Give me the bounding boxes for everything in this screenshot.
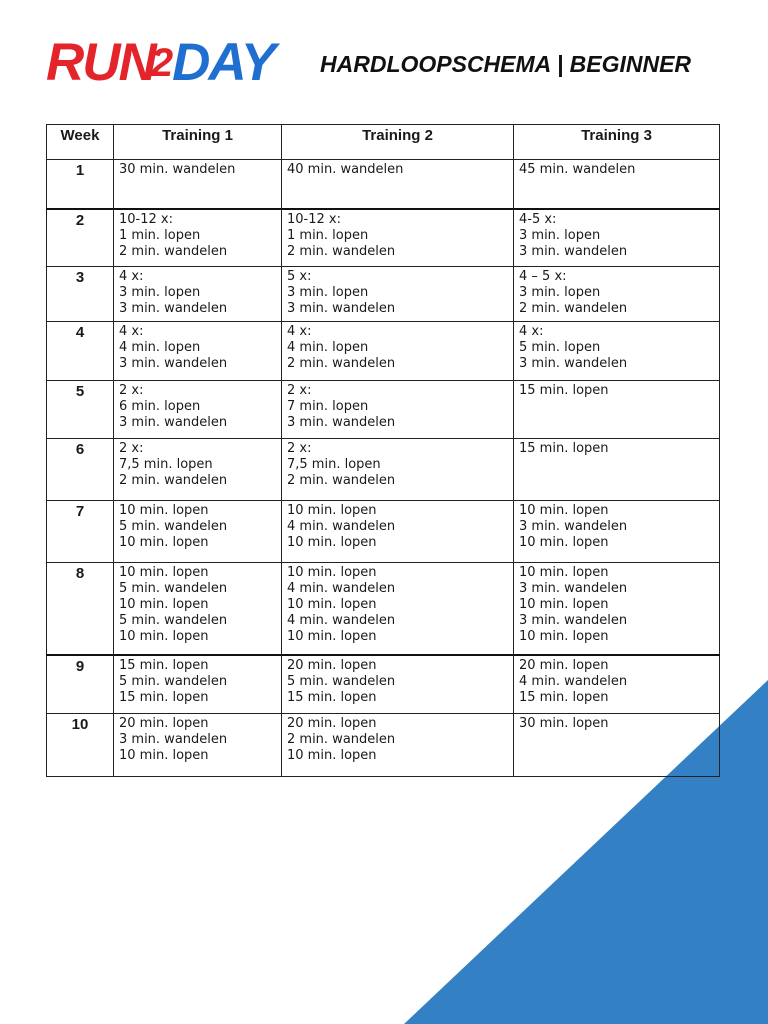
training-line: 3 min. wandelen (119, 301, 228, 316)
training-2-cell (282, 381, 514, 439)
training-line: 4 x: (119, 324, 144, 339)
training-1-cell (114, 655, 282, 714)
training-line: 3 min. lopen (287, 285, 369, 300)
training-2-cell (282, 160, 514, 209)
training-2-cell (282, 563, 514, 655)
training-1-cell (114, 160, 282, 209)
training-line: 2 x: (287, 441, 312, 456)
training-3-cell (514, 439, 720, 501)
training-line: 10 min. lopen (519, 597, 609, 612)
training-line: 20 min. lopen (519, 657, 609, 673)
training-3-cell (514, 267, 720, 322)
training-line: 10 min. lopen (287, 503, 377, 518)
training-line: 10 min. lopen (287, 748, 377, 763)
table-header-row (47, 125, 720, 160)
table-row (47, 267, 720, 322)
training-3-cell (514, 209, 720, 267)
training-line: 3 min. wandelen (119, 356, 228, 371)
training-line: 3 min. wandelen (287, 301, 396, 316)
run2day-logo (46, 33, 275, 92)
table-row (47, 439, 720, 501)
training-line: 6 min. lopen (119, 399, 201, 414)
training-2-cell (282, 322, 514, 381)
training-line: 3 min. wandelen (119, 732, 228, 747)
training-line: 1 min. lopen (119, 227, 201, 243)
table-row (47, 381, 720, 439)
training-2-cell (282, 267, 514, 322)
training-line: 20 min. lopen (287, 716, 377, 731)
training-line: 3 min. lopen (519, 285, 601, 300)
training-line: 4 x: (287, 324, 312, 339)
week-number: 3 (47, 267, 114, 322)
training-line: 4 x: (119, 269, 144, 284)
training-line: 10 min. lopen (119, 597, 209, 612)
week-number: 8 (47, 563, 114, 655)
header-training-2: Training 2 (282, 125, 514, 160)
training-line: 5 min. wandelen (119, 673, 228, 689)
training-line: 4 min. wandelen (287, 519, 396, 534)
page-title: HARDLOOPSCHEMA | BEGINNER (320, 51, 692, 77)
week-number: 10 (47, 714, 114, 777)
week-number: 9 (47, 655, 114, 714)
week-number: 4 (47, 322, 114, 381)
training-1-cell (114, 714, 282, 777)
training-line: 3 min. wandelen (119, 415, 228, 430)
training-line: 10 min. lopen (519, 565, 609, 580)
training-line: 2 x: (119, 441, 144, 456)
training-line: 3 min. lopen (519, 227, 601, 243)
training-line: 10-12 x: (287, 211, 341, 227)
training-3-cell (514, 563, 720, 655)
training-line: 15 min. lopen (519, 383, 609, 398)
training-line: 4 min. lopen (119, 340, 201, 355)
training-3-cell (514, 714, 720, 777)
training-line: 10 min. lopen (519, 503, 609, 518)
training-line: 45 min. wandelen (519, 162, 636, 177)
training-line: 10 min. lopen (119, 503, 209, 518)
training-line: 2 min. wandelen (119, 473, 228, 488)
week-number: 6 (47, 439, 114, 501)
training-line: 10 min. lopen (287, 629, 377, 644)
training-3-cell (514, 322, 720, 381)
training-2-cell (282, 209, 514, 267)
week-number: 2 (47, 209, 114, 267)
week-number: 1 (47, 160, 114, 209)
training-line: 10 min. lopen (119, 629, 209, 644)
training-line: 3 min. lopen (119, 285, 201, 300)
training-line: 4 min. wandelen (287, 581, 396, 596)
logo-day-text: DAY (172, 33, 275, 92)
training-line: 4 min. lopen (287, 340, 369, 355)
training-line: 3 min. wandelen (519, 356, 628, 371)
table-row (47, 322, 720, 381)
training-2-cell (282, 714, 514, 777)
training-line: 4 min. wandelen (519, 673, 628, 689)
training-line: 2 min. wandelen (287, 473, 396, 488)
training-line: 2 min. wandelen (119, 243, 228, 259)
header-week: Week (47, 125, 114, 160)
training-line: 2 min. wandelen (287, 243, 396, 259)
training-line: 15 min. lopen (287, 689, 377, 705)
training-line: 3 min. wandelen (519, 613, 628, 628)
training-line: 2 x: (287, 383, 312, 398)
training-1-cell (114, 209, 282, 267)
training-line: 15 min. lopen (519, 689, 609, 705)
training-line: 10 min. lopen (119, 535, 209, 550)
training-line: 5 min. wandelen (287, 673, 396, 689)
training-line: 10 min. lopen (519, 629, 609, 644)
training-line: 3 min. wandelen (519, 243, 628, 259)
training-line: 4 – 5 x: (519, 269, 567, 284)
table-row (47, 714, 720, 777)
training-2-cell (282, 501, 514, 563)
training-line: 40 min. wandelen (287, 162, 404, 177)
training-3-cell (514, 501, 720, 563)
training-1-cell (114, 439, 282, 501)
training-3-cell (514, 655, 720, 714)
training-line: 10 min. lopen (519, 535, 609, 550)
training-line: 15 min. lopen (519, 441, 609, 456)
training-line: 2 min. wandelen (287, 732, 396, 747)
training-line: 30 min. lopen (519, 716, 609, 731)
training-1-cell (114, 563, 282, 655)
training-2-cell (282, 439, 514, 501)
table-row (47, 209, 720, 267)
training-3-cell (514, 160, 720, 209)
training-line: 4-5 x: (519, 211, 557, 227)
training-line: 2 min. wandelen (519, 301, 628, 316)
week-number: 7 (47, 501, 114, 563)
table-row (47, 160, 720, 209)
training-line: 5 x: (287, 269, 312, 284)
training-line: 4 x: (519, 324, 544, 339)
training-line: 10 min. lopen (287, 565, 377, 580)
training-line: 2 x: (119, 383, 144, 398)
training-line: 5 min. wandelen (119, 613, 228, 628)
training-line: 10-12 x: (119, 211, 173, 227)
training-line: 20 min. lopen (287, 657, 377, 673)
training-line: 1 min. lopen (287, 227, 369, 243)
training-line: 4 min. wandelen (287, 613, 396, 628)
training-line: 3 min. wandelen (519, 581, 628, 596)
training-line: 30 min. wandelen (119, 162, 236, 177)
logo-two-text: 2 (150, 41, 172, 85)
training-line: 5 min. wandelen (119, 519, 228, 534)
training-line: 15 min. lopen (119, 689, 209, 705)
training-1-cell (114, 322, 282, 381)
training-line: 10 min. lopen (287, 597, 377, 612)
header-training-1: Training 1 (114, 125, 282, 160)
training-line: 15 min. lopen (119, 657, 209, 673)
header-training-3: Training 3 (514, 125, 720, 160)
training-line: 3 min. wandelen (287, 415, 396, 430)
table-row (47, 563, 720, 655)
training-line: 10 min. lopen (287, 535, 377, 550)
training-line: 7,5 min. lopen (287, 457, 381, 472)
training-line: 5 min. lopen (519, 340, 601, 355)
training-2-cell (282, 655, 514, 714)
training-line: 5 min. wandelen (119, 581, 228, 596)
logo-run-text: RUN (46, 33, 155, 92)
training-line: 3 min. wandelen (519, 519, 628, 534)
table-body (47, 160, 720, 777)
training-line: 2 min. wandelen (287, 356, 396, 371)
training-line: 10 min. lopen (119, 565, 209, 580)
training-1-cell (114, 501, 282, 563)
table-row (47, 501, 720, 563)
table-row (47, 655, 720, 714)
training-line: 7 min. lopen (287, 399, 369, 414)
training-3-cell (514, 381, 720, 439)
training-line: 20 min. lopen (119, 716, 209, 731)
training-1-cell (114, 267, 282, 322)
training-schedule-table (46, 124, 720, 777)
training-line: 10 min. lopen (119, 748, 209, 763)
training-line: 7,5 min. lopen (119, 457, 213, 472)
training-1-cell (114, 381, 282, 439)
week-number: 5 (47, 381, 114, 439)
